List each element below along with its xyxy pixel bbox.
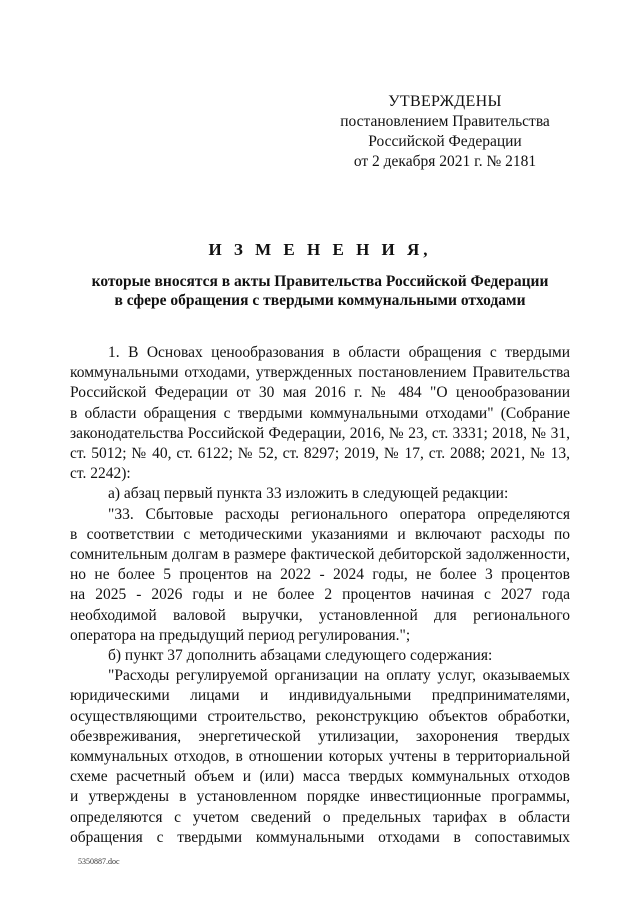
document-subtitle-2: в сфере обращения с твердыми коммунальными отходами bbox=[114, 292, 526, 309]
body-line: коммунальных отходов, в отношении которых учтены в территориальной bbox=[70, 748, 570, 766]
body-line: ст. 5012; № 40, ст. 6122; № 52, ст. 8297; 2019, № 17, ст. 2088; 2021, № 13, bbox=[70, 445, 570, 463]
approval-line-2: Российской Федерации bbox=[368, 133, 522, 150]
approval-heading: УТВЕРЖДЕНЫ bbox=[388, 93, 502, 110]
body-line: сомнительным долгам в размере фактической дебиторской задолженности, bbox=[70, 546, 570, 564]
body-line: "Расходы регулируемой организации на оплату услуг, оказываемых bbox=[108, 667, 570, 685]
body-line: Российской Федерации от 30 мая 2016 г. № 484 "О ценообразовании bbox=[70, 384, 570, 402]
body-line: 1. В Основах ценообразования в области обращения с твердыми bbox=[108, 344, 570, 361]
body-line: осуществляющими строительство, реконструкцию объектов обработки, bbox=[70, 707, 570, 725]
footer-filename: 5350887.doc bbox=[78, 857, 120, 866]
body-line: "33. Сбытовые расходы регионального оператора определяются bbox=[108, 505, 570, 523]
body-line: и утверждены в установленном порядке инвестиционные программы, bbox=[70, 788, 570, 806]
approval-stamp bbox=[330, 92, 560, 172]
body-line: законодательства Российской Федерации, 2016, № 23, ст. 3331; 2018, № 31, bbox=[70, 424, 570, 442]
body-line: определяются с учетом сведений о предельных тарифах в области bbox=[70, 808, 570, 826]
body-line: обезвреживания, энергетической утилизации, захоронения твердых bbox=[70, 727, 570, 745]
body-line: но не более 5 процентов на 2022 - 2024 годы, не более 3 процентов bbox=[70, 566, 570, 584]
body-line: б) пункт 37 дополнить абзацами следующего содержания: bbox=[108, 647, 493, 665]
document-subtitle-1: которые вносятся в акты Правительства Российской Федерации bbox=[91, 273, 549, 290]
body-line: а) абзац первый пункта 33 изложить в следующей редакции: bbox=[108, 485, 509, 503]
body-line: оператора на предыдущий период регулирования."; bbox=[70, 626, 411, 644]
document-body bbox=[70, 343, 570, 848]
body-line: в соответствии с методическими указаниями и включают расходы по bbox=[70, 525, 570, 543]
body-line: коммунальными отходами, утвержденных постановлением Правительства bbox=[70, 364, 570, 382]
approval-line-3: от 2 декабря 2021 г. № 2181 bbox=[353, 153, 537, 170]
body-line: обращения с твердыми коммунальными отходами в сопоставимых bbox=[70, 828, 570, 846]
body-line: ст. 2242): bbox=[70, 465, 131, 483]
document-title-block bbox=[60, 240, 580, 310]
body-line: схеме расчетный объем и (или) масса твердых коммунальных отходов bbox=[70, 768, 570, 786]
body-line: необходимой валовой выручки, установленной для регионального bbox=[70, 606, 570, 624]
approval-line-1: постановлением Правительства bbox=[340, 113, 550, 130]
document-title: И З М Е Н Е Н И Я, bbox=[208, 240, 432, 259]
body-line: в области обращения с твердыми коммунальными отходами" (Собрание bbox=[70, 404, 570, 422]
body-line: на 2025 - 2026 годы и не более 2 процентов начиная с 2027 года bbox=[70, 586, 570, 604]
body-line: юридическими лицами и индивидуальными предпринимателями, bbox=[70, 687, 570, 705]
